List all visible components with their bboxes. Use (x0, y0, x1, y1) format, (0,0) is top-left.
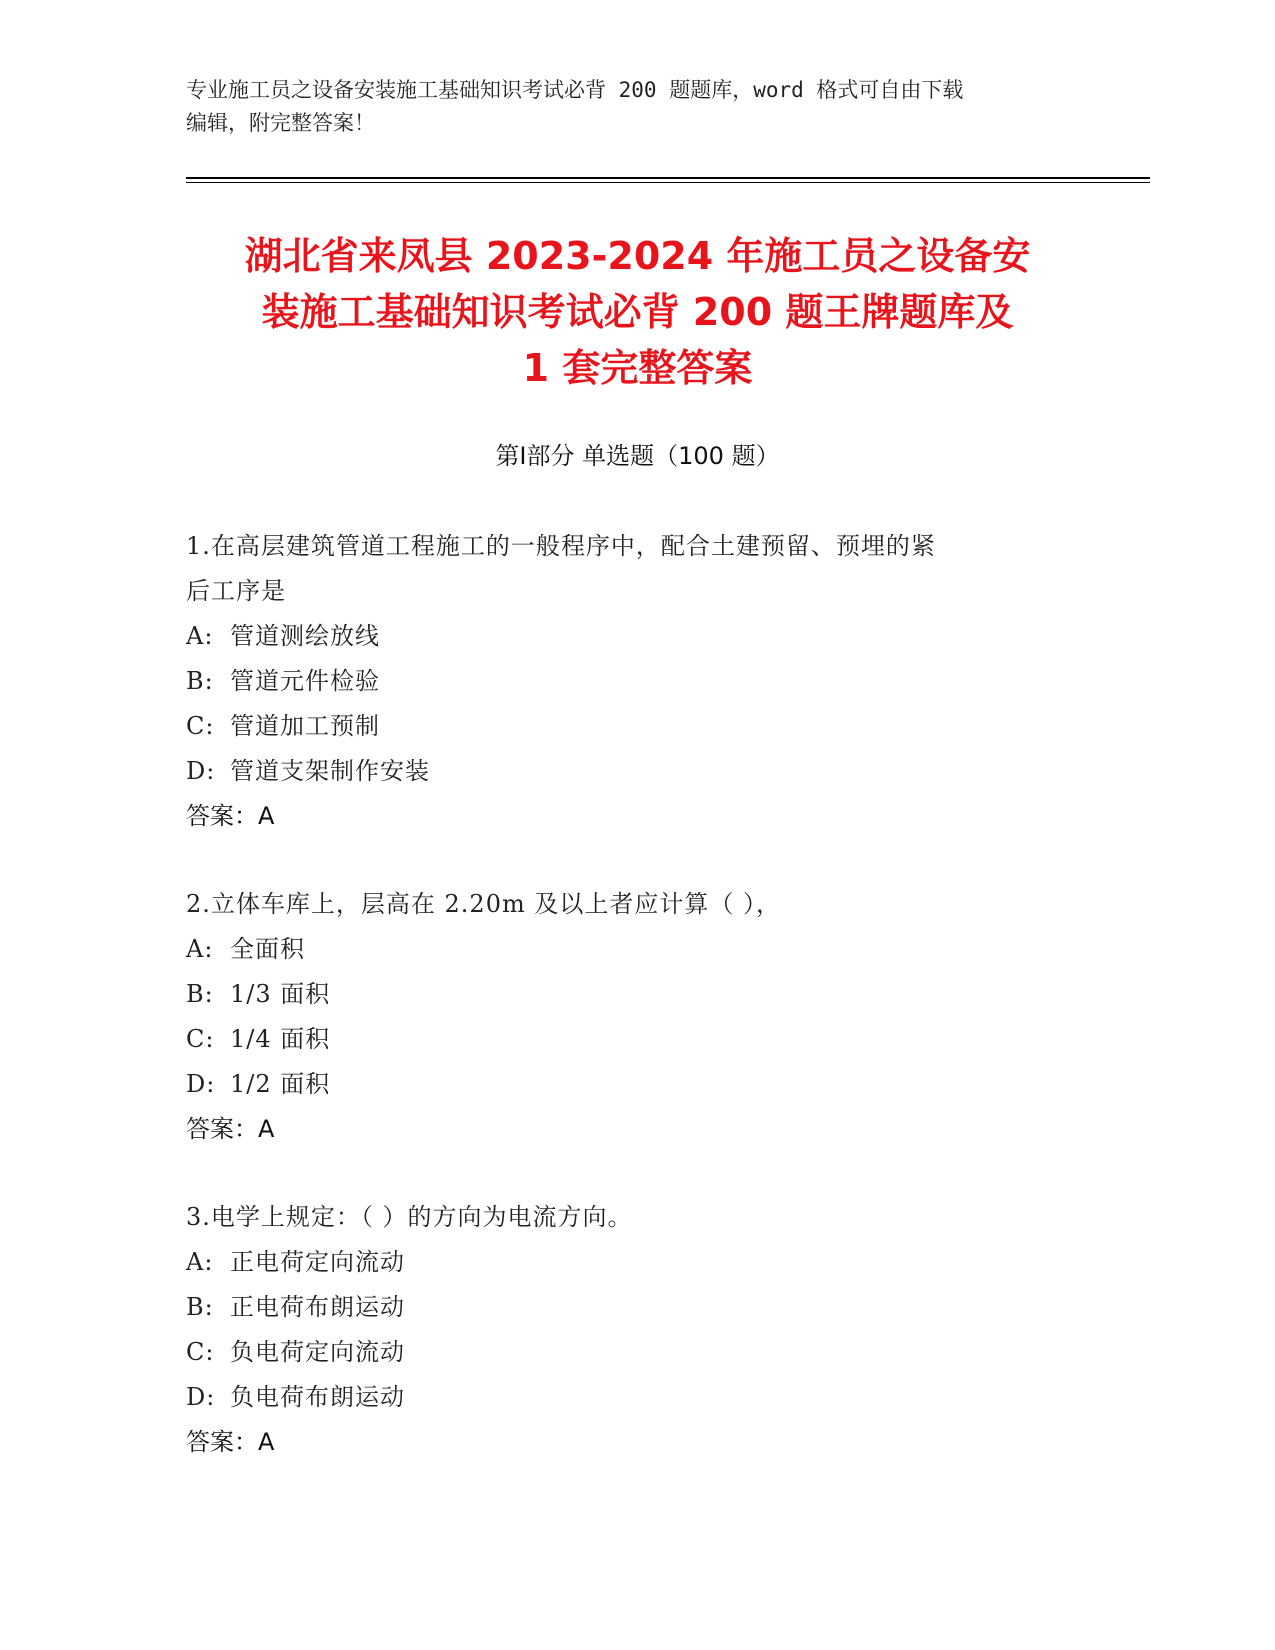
option-text: 正电荷布朗运动 (230, 1293, 405, 1321)
question-1 (186, 524, 1066, 839)
question-stem (186, 524, 1066, 614)
option-c (186, 704, 1066, 749)
question-stem (186, 1195, 1066, 1240)
question-list (186, 524, 1066, 1508)
option-text: 全面积 (230, 935, 305, 963)
title-line-2: 装施工基础知识考试必背 200 题王牌题库及 (261, 290, 1014, 334)
option-text: 管道元件检验 (230, 667, 380, 695)
header-note-line-1: 专业施工员之设备安装施工基础知识考试必背 200 题题库，word 格式可自由下载 (186, 78, 964, 102)
option-letter: D: (186, 1383, 216, 1411)
answer-line: 答案：A (186, 802, 275, 830)
answer-line: 答案：A (186, 1428, 275, 1456)
option-a (186, 1240, 1066, 1285)
title-line-3: 1 套完整答案 (522, 346, 753, 390)
option-text: 管道加工预制 (230, 712, 380, 740)
answer-line: 答案：A (186, 1115, 275, 1143)
option-a (186, 614, 1066, 659)
question-stem-line: 3.电学上规定：（ ）的方向为电流方向。 (186, 1203, 633, 1231)
option-text: 1/2 面积 (230, 1070, 331, 1098)
question-stem-line: 2.立体车库上，层高在 2.20m 及以上者应计算（ ）， (186, 890, 781, 918)
option-b (186, 1285, 1066, 1330)
section-heading: 第Ⅰ部分 单选题（100 题） (495, 442, 780, 470)
option-text: 管道测绘放线 (230, 622, 380, 650)
option-text: 1/3 面积 (230, 980, 331, 1008)
option-text: 负电荷布朗运动 (230, 1383, 405, 1411)
option-c (186, 1017, 1066, 1062)
question-stem (186, 882, 1066, 927)
document-header-note (186, 74, 1086, 140)
option-d (186, 1062, 1066, 1107)
title-line-1: 湖北省来凤县 2023-2024 年施工员之设备安 (244, 234, 1031, 278)
option-letter: B: (186, 667, 214, 695)
document-title (150, 228, 1125, 396)
question-stem-line: 1.在高层建筑管道工程施工的一般程序中，配合土建预留、预埋的紧 (186, 532, 936, 560)
option-letter: D: (186, 1070, 216, 1098)
option-text: 管道支架制作安装 (230, 757, 430, 785)
question-stem-line: 后工序是 (186, 577, 286, 605)
option-text: 正电荷定向流动 (230, 1248, 405, 1276)
option-d (186, 749, 1066, 794)
option-a (186, 927, 1066, 972)
option-letter: C: (186, 1025, 215, 1053)
option-b (186, 659, 1066, 704)
header-note-line-2: 编辑，附完整答案！ (186, 111, 375, 135)
option-letter: D: (186, 757, 216, 785)
option-letter: B: (186, 980, 214, 1008)
header-divider-thick (186, 177, 1150, 179)
option-text: 负电荷定向流动 (230, 1338, 405, 1366)
option-c (186, 1330, 1066, 1375)
question-3 (186, 1195, 1066, 1465)
question-2 (186, 882, 1066, 1152)
option-letter: B: (186, 1293, 214, 1321)
option-letter: C: (186, 1338, 215, 1366)
option-text: 1/4 面积 (230, 1025, 331, 1053)
option-b (186, 972, 1066, 1017)
option-letter: A: (186, 622, 214, 650)
option-letter: C: (186, 712, 215, 740)
option-letter: A: (186, 935, 214, 963)
option-d (186, 1375, 1066, 1420)
header-divider-thin (186, 182, 1150, 183)
option-letter: A: (186, 1248, 214, 1276)
